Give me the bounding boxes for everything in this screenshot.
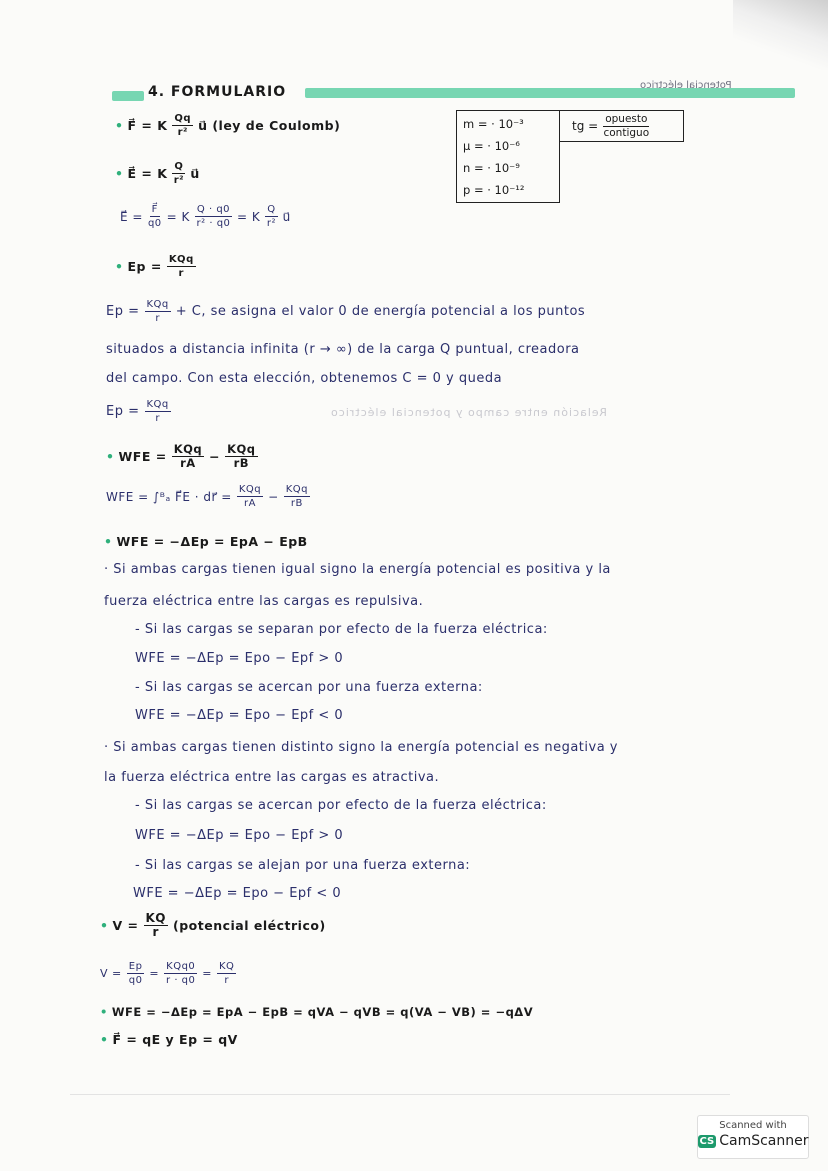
formula-part: F⃗ [151, 204, 158, 215]
formula-part: KQq [285, 484, 308, 495]
formula-line: WFE = −ΔEp = Epo − Epf > 0 [135, 651, 344, 666]
formula-part: WFE = ∫ᴮₐ F⃗E · dr⃗ = [106, 489, 232, 504]
fraction [145, 298, 171, 325]
formula-force-energy [100, 1032, 238, 1047]
fraction [603, 113, 649, 140]
bullet-icon: • [100, 918, 109, 933]
tangent-box [560, 110, 684, 142]
fraction [144, 912, 169, 939]
highlight-left [112, 91, 144, 101]
formula-part: V = [112, 918, 139, 933]
fraction [164, 960, 197, 987]
fraction [172, 112, 193, 139]
formula-part: r [178, 268, 184, 279]
formula-part: r [224, 975, 230, 986]
text-line: - Si las cargas se acercan por una fuerza externa: [135, 680, 483, 695]
formula-part: u⃗ [282, 209, 291, 224]
formula-part: KQ [219, 961, 235, 972]
formula-ep-result [106, 398, 176, 425]
formula-part: rA [244, 498, 256, 509]
formula-part: KQq [146, 299, 169, 310]
unit-pico: p = · 10⁻¹² [463, 183, 525, 197]
bullet-icon: • [106, 449, 115, 464]
formula-part: F⃗ = K [127, 118, 168, 133]
unit-prefix-box [456, 110, 560, 203]
bullet-icon: • [100, 1005, 108, 1019]
fraction [148, 203, 162, 230]
tg-label: tg = [572, 119, 599, 133]
formula-part: = [202, 967, 212, 980]
fraction [284, 483, 310, 510]
formula-part: KQq [173, 442, 203, 456]
formula-part: = K [166, 209, 190, 224]
text-line: del campo. Con esta elección, obtenemos C = 0 y queda [106, 371, 503, 386]
formula-part: WFE = [118, 449, 167, 464]
formula-field [115, 160, 200, 187]
formula-part: + C, se asigna el valor 0 de energía potencial a los puntos [175, 304, 586, 319]
bullet-icon: • [115, 166, 124, 181]
fraction [172, 160, 185, 187]
unit-milli: m = · 10⁻³ [463, 117, 524, 131]
formula-part: q0 [128, 975, 143, 986]
formula-field-derivation [120, 203, 291, 230]
bullet-icon: • [104, 534, 113, 549]
text-line: - Si las cargas se alejan por una fuerza externa: [135, 858, 471, 873]
formula-work [106, 443, 263, 470]
formula-part: V = [100, 967, 122, 980]
text-line: - Si las cargas se acercan por efecto de la fuerza eléctrica: [135, 798, 547, 813]
page-bottom-line [70, 1094, 730, 1095]
formula-part: = K [237, 209, 261, 224]
bullet-icon: • [115, 259, 124, 274]
fraction [145, 398, 171, 425]
fraction [237, 483, 263, 510]
formula-part: − [268, 489, 279, 504]
formula-part: Ep [128, 961, 143, 972]
formula-part: r [155, 313, 160, 324]
formula-part: KQq [146, 399, 169, 410]
text-line: fuerza eléctrica entre las cargas es repulsiva. [104, 594, 424, 609]
formula-part: r² · q0 [196, 218, 231, 229]
formula-part: F⃗ = qE y Ep = qV [112, 1032, 238, 1047]
fraction [195, 203, 232, 230]
formula-part: Ep = [127, 259, 162, 274]
bullet-icon: • [115, 118, 124, 133]
formula-work-integral [106, 483, 315, 510]
bleed-through-text: Relación entre campo y potencial eléctrico [330, 406, 607, 419]
formula-work-energy [104, 534, 308, 549]
formula-potential-energy [115, 253, 201, 280]
text-line: - Si las cargas se separan por efecto de la fuerza eléctrica: [135, 622, 548, 637]
text-line: · Si ambas cargas tienen igual signo la energía potencial es positiva y la [104, 562, 611, 577]
text-line: · Si ambas cargas tienen distinto signo la energía potencial es negativa y [104, 740, 619, 755]
formula-part: Q [174, 161, 184, 172]
text-ep-constant [106, 298, 585, 325]
formula-part: KQ [145, 911, 166, 925]
formula-part: WFE = −ΔEp = EpA − EpB = qVA − qVB = q(VA − VB) = −qΔV [111, 1005, 534, 1019]
fraction [127, 960, 145, 987]
formula-work-potential [100, 1005, 533, 1019]
page-curl [733, 0, 828, 70]
formula-part: E⃗ = [120, 209, 143, 224]
formula-potential-derivation [100, 960, 241, 987]
camscanner-logo-icon: CS [699, 1135, 715, 1147]
formula-line: WFE = −ΔEp = Epo − Epf < 0 [135, 708, 344, 723]
formula-part: E⃗ = K [127, 166, 168, 181]
section-title: 4. FORMULARIO [148, 84, 287, 100]
unit-micro: μ = · 10⁻⁶ [463, 139, 520, 153]
fraction [217, 960, 236, 987]
fraction [265, 203, 277, 230]
formula-line: WFE = −ΔEp = Epo − Epf > 0 [135, 828, 344, 843]
formula-part: KQq [238, 484, 262, 495]
formula-part: r [152, 925, 159, 939]
formula-part: rA [180, 456, 196, 470]
text-line: la fuerza eléctrica entre las cargas es atractiva. [104, 770, 440, 785]
formula-electric-potential [100, 912, 326, 939]
bullet-icon: • [100, 1032, 109, 1047]
fraction [167, 253, 196, 280]
formula-part: r [155, 413, 160, 424]
formula-part: r² [173, 175, 185, 186]
fraction [172, 443, 204, 470]
formula-part: WFE = −ΔEp = EpA − EpB [116, 534, 308, 549]
formula-part: q0 [147, 218, 162, 229]
tg-numerator: opuesto [605, 112, 648, 125]
formula-part: Ep = [106, 404, 140, 419]
formula-part: r² [266, 218, 277, 229]
formula-part: rB [233, 456, 250, 470]
camscanner-watermark [697, 1115, 809, 1159]
formula-part: u⃗ [190, 166, 200, 181]
formula-part: r² [177, 127, 188, 138]
unit-nano: n = · 10⁻⁹ [463, 161, 520, 175]
formula-line: WFE = −ΔEp = Epo − Epf < 0 [133, 886, 342, 901]
formula-part: Qq [174, 113, 192, 124]
watermark-caption: Scanned with [719, 1120, 787, 1131]
formula-part: Q [267, 204, 276, 215]
formula-part: r · q0 [166, 975, 196, 986]
formula-part: (potencial eléctrico) [173, 918, 326, 933]
formula-part: u⃗ (ley de Coulomb) [198, 118, 341, 133]
formula-part: Ep = [106, 304, 140, 319]
formula-part: − [209, 449, 221, 464]
bleed-through-text: Potencial eléctrico [640, 80, 732, 91]
tg-denominator: contiguo [603, 126, 650, 139]
formula-part: Q · q0 [196, 204, 231, 215]
watermark-brand: CamScanner [719, 1133, 809, 1149]
fraction [225, 443, 257, 470]
formula-part: rB [290, 498, 303, 509]
formula-coulomb [115, 112, 340, 139]
text-line: situados a distancia infinita (r → ∞) de la carga Q puntual, creadora [106, 342, 580, 357]
formula-part: KQq [227, 442, 256, 456]
formula-part: = [149, 967, 160, 980]
formula-part: KQq0 [166, 961, 196, 972]
formula-part: KQq [168, 254, 194, 265]
